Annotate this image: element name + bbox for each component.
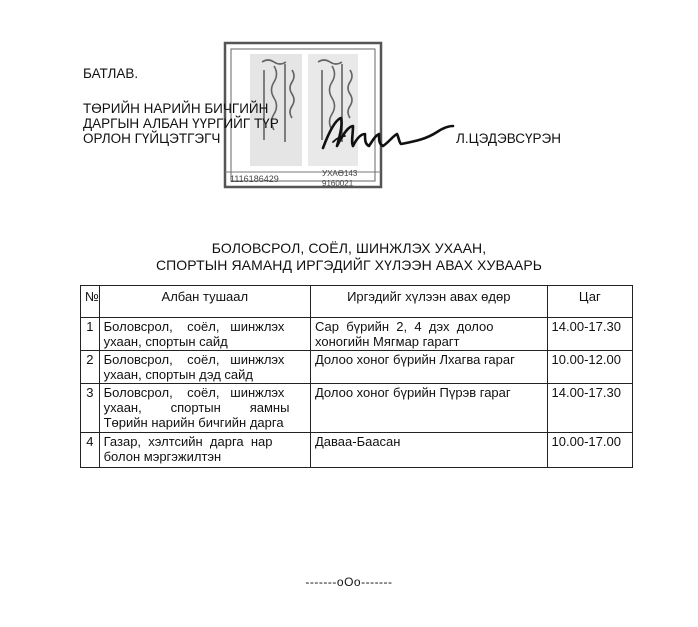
column-header-day: Иргэдийг хүлээн авах өдөр	[310, 286, 547, 318]
position-cell	[99, 351, 310, 384]
cell-line: Боловсрол, соёл, шинжлэх	[103, 385, 285, 400]
cell-line: ухаан, спортын яамны	[103, 400, 290, 415]
svg-text:1116186429: 1116186429	[230, 174, 279, 184]
day-cell	[310, 384, 547, 433]
cell-line: Боловсрол, соёл, шинжлэх	[103, 352, 285, 367]
day-cell	[310, 318, 547, 351]
time-cell: 14.00-17.30	[547, 318, 632, 351]
day-cell	[310, 351, 547, 384]
signature	[315, 112, 455, 156]
column-header-time: Цаг	[547, 286, 632, 318]
reception-schedule-table	[80, 285, 633, 468]
official-title-line: ОРЛОН ГҮЙЦЭТГЭГЧ	[83, 131, 221, 146]
cell-line: болон мэргэжилтэн	[103, 449, 222, 464]
table-header-row	[81, 286, 633, 318]
time-cell: 14.00-17.30	[547, 384, 632, 433]
cell-line: ухаан, спортын сайд	[103, 334, 228, 349]
row-number: 2	[81, 351, 100, 384]
document-title: СПОРТЫН ЯАМАНД ИРГЭДИЙГ ХҮЛЭЭН АВАХ ХУВААРЬ	[155, 257, 543, 273]
svg-text:УХАӨ143: УХАӨ143	[322, 169, 358, 178]
official-title-line: ДАРГЫН АЛБАН ҮҮРГИЙГ ТҮР	[83, 116, 279, 131]
end-of-document-mark: -------oOo-------	[305, 575, 393, 589]
table-row	[81, 384, 633, 433]
time-cell: 10.00-17.00	[547, 433, 632, 468]
cell-line: Боловсрол, соёл, шинжлэх	[103, 319, 285, 334]
position-cell	[99, 384, 310, 433]
position-cell	[99, 318, 310, 351]
day-cell	[310, 433, 547, 468]
cell-line: хоногийн Мягмар гарагт	[314, 334, 460, 349]
official-title-line: ТӨРИЙН НАРИЙН БИЧГИЙН	[83, 101, 269, 116]
cell-line: Даваа-Баасан	[314, 434, 401, 449]
cell-line: Сар бүрийн 2, 4 дэх долоо	[314, 319, 494, 334]
cell-line: Газар, хэлтсийн дарга нар	[103, 434, 273, 449]
position-cell	[99, 433, 310, 468]
approval-mark: БАТЛАВ.	[83, 66, 139, 81]
time-cell: 10.00-12.00	[547, 351, 632, 384]
cell-line: Долоо хоног бүрийн Пүрэв гараг	[314, 385, 511, 400]
row-number: 4	[81, 433, 100, 468]
table-row	[81, 433, 633, 468]
table-row	[81, 351, 633, 384]
svg-text:9160021: 9160021	[322, 179, 354, 188]
row-number: 1	[81, 318, 100, 351]
row-number: 3	[81, 384, 100, 433]
cell-line: ухаан, спортын дэд сайд	[103, 367, 253, 382]
cell-line: Төрийн нарийн бичгийн дарга	[103, 415, 284, 430]
column-header-position: Албан тушаал	[99, 286, 310, 318]
document-title: БОЛОВСРОЛ, СОЁЛ, ШИНЖЛЭХ УХААН,	[211, 240, 487, 256]
cell-line: Долоо хоног бүрийн Лхагва гараг	[314, 352, 515, 367]
column-header-number: №	[81, 286, 100, 318]
signer-name: Л.ЦЭДЭВСҮРЭН	[456, 131, 561, 146]
table-row	[81, 318, 633, 351]
